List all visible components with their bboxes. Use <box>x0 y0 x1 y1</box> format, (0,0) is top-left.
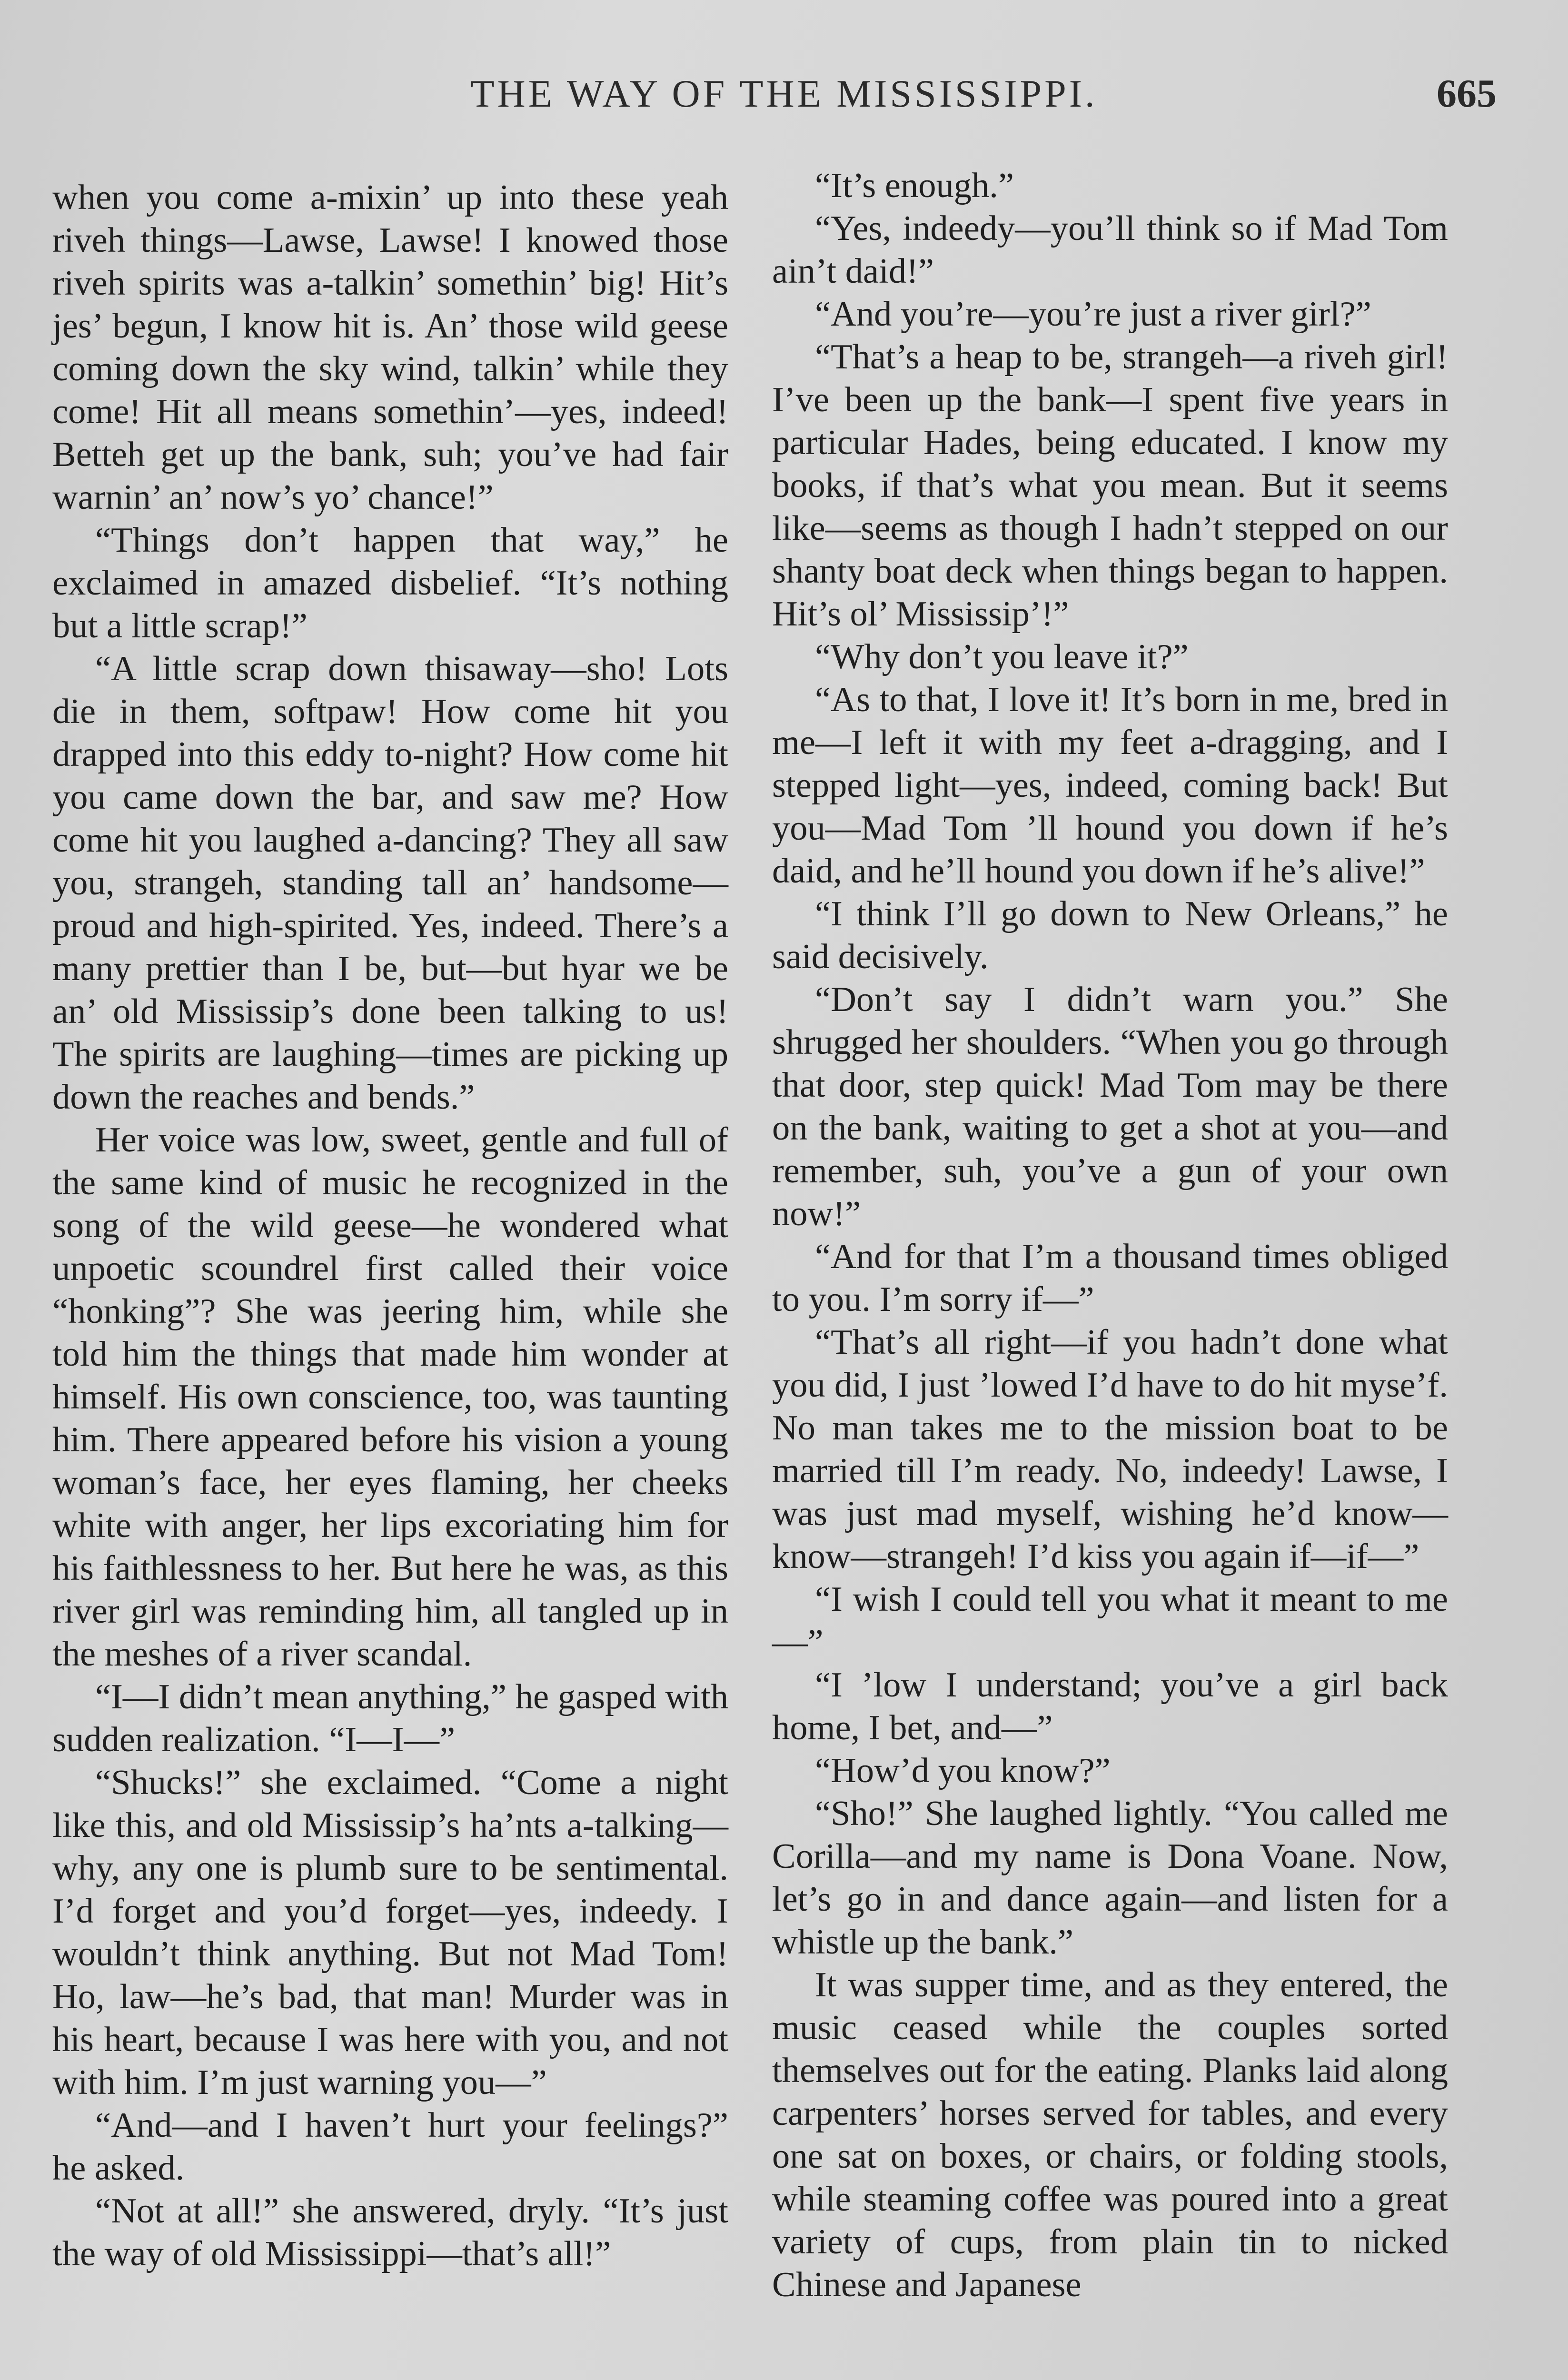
paragraph: “I ’low I understand; you’ve a girl back home, I bet, and—” <box>772 1666 1448 1747</box>
paragraph: “Yes, indeedy—you’ll think so if Mad Tom ain’t daid!” <box>772 209 1448 291</box>
paragraph: “I think I’ll go down to New Orleans,” he said decisively. <box>772 894 1448 976</box>
paragraph: “And—and I haven’t hurt your feelings?” he asked. <box>52 2106 728 2188</box>
page-number: 665 <box>1437 71 1497 116</box>
paragraph: “And you’re—you’re just a river girl?” <box>815 295 1371 334</box>
right-column <box>772 164 1448 2306</box>
paragraph: “A little scrap down thisaway—sho! Lots die in them, softpaw! How come hit you drapped into this eddy to-night? How come hit you came down the bar, and saw me? How come hit you laughed a-dancing? They all saw you, strangeh, standing tall an’ handsome—proud and high-spirited. Yes, indeed. There’s a many prettier than I be, but—but hyar we be an’ old Mississip’s done been talking to us! The spirits are laughing—times are picking up down the reaches and bends.” <box>52 649 728 1117</box>
paragraph: It was supper time, and as they entered, the music ceased while the couples sorted themselves out for the eating. Planks laid along carpenters’ horses served for tables, and every one sat on boxes, or chairs, or folding stools, while steaming coffee was poured into a great variety of cups, from plain tin to nicked Chinese and Japanese <box>772 1965 1448 2304</box>
running-title: THE WAY OF THE MISSISSIPPI. <box>470 72 1098 115</box>
paragraph: “And for that I’m a thousand times obliged to you. I’m sorry if—” <box>772 1237 1448 1319</box>
paragraph: “I—I didn’t mean anything,” he gasped with sudden realization. “I—I—” <box>52 1677 728 1759</box>
paragraph: “Things don’t happen that way,” he exclaimed in amazed disbelief. “It’s nothing but a little scrap!” <box>52 521 728 645</box>
paragraph: “I wish I could tell you what it meant to me—” <box>772 1580 1448 1662</box>
paragraph: “Why don’t you leave it?” <box>815 637 1189 676</box>
paragraph: “Shucks!” she exclaimed. “Come a night like this, and old Mississip’s ha’nts a-talking—why, any one is plumb sure to be sentimental. I’d forget and you’d forget—yes, indeedy. I wouldn’t think anything. But not Mad Tom! Ho, law—he’s bad, that man! Murder was in his heart, because I was here with you, and not with him. I’m just warning you—” <box>52 1763 728 2102</box>
paragraph: “Sho!” She laughed lightly. “You called me Corilla—and my name is Dona Voane. Now, let’s go in and dance again—and listen for a whistle up the bank.” <box>772 1794 1448 1962</box>
left-column <box>52 176 728 2275</box>
paragraph: when you come a-mixin’ up into these yeah riveh things—Lawse, Lawse! I knowed those riveh spirits was a-talkin’ somethin’ big! Hit’s jes’ begun, I know hit is. An’ those wild geese coming down the sky wind, talkin’ while they come! Hit all means somethin’—yes, indeed! Betteh get up the bank, suh; you’ve had fair warnin’ an’ now’s yo’ chance!” <box>52 178 728 517</box>
paragraph: Her voice was low, sweet, gentle and full of the same kind of music he recognized in the song of the wild geese—he wondered what unpoetic scoundrel first called their voice “honking”? She was jeering him, while she told him the things that made him wonder at himself. His own conscience, too, was taunting him. There appeared before his vision a young woman’s face, her eyes flaming, her cheeks white with anger, her lips excoriating him for his faithlessness to her. But here he was, as this river girl was reminding him, all tangled up in the meshes of a river scandal. <box>52 1121 728 1674</box>
paragraph: “That’s all right—if you hadn’t done what you did, I just ’lowed I’d have to do hit myse’f. No man takes me to the mission boat to be married till I’m ready. No, indeedy! Lawse, I was just mad myself, wishing he’d know—know—strangeh! I’d kiss you again if—if—” <box>772 1323 1448 1576</box>
paragraph: “As to that, I love it! It’s born in me, bred in me—I left it with my feet a-dragging, and I stepped light—yes, indeed, coming back! But you—Mad Tom ’ll hound you down if he’s daid, and he’ll hound you down if he’s alive!” <box>772 680 1448 891</box>
paragraph: “It’s enough.” <box>815 166 1014 205</box>
paragraph: “That’s a heap to be, strangeh—a riveh girl! I’ve been up the bank—I spent five years in particular Hades, being educated. I know my books, if that’s what you mean. But it seems like—seems as though I hadn’t stepped on our shanty boat deck when things began to happen. Hit’s ol’ Mississip’!” <box>772 337 1448 634</box>
paragraph: “Don’t say I didn’t warn you.” She shrugged her shoulders. “When you go through that door, step quick! Mad Tom may be there on the bank, waiting to get a shot at you—and remember, suh, you’ve a gun of your own now!” <box>772 980 1448 1233</box>
paragraph: “Not at all!” she answered, dryly. “It’s just the way of old Mississippi—that’s all!” <box>52 2192 728 2273</box>
paragraph: “How’d you know?” <box>815 1751 1111 1790</box>
